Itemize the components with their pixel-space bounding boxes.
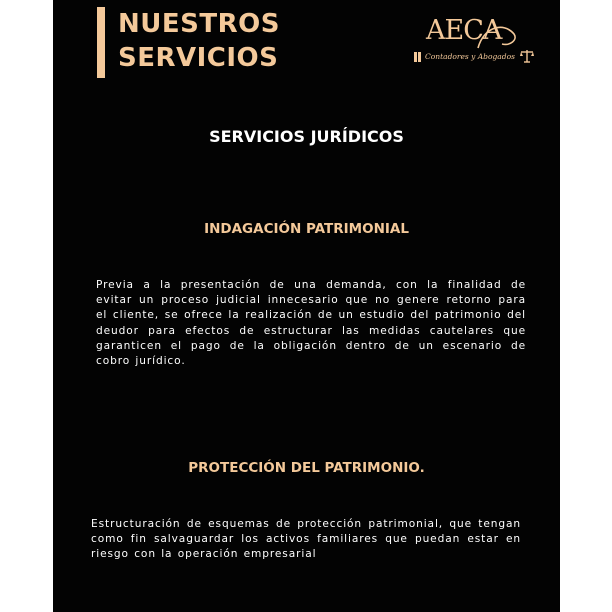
page-title	[118, 7, 318, 75]
logo-subtitle: Contadores y Abogados	[425, 52, 515, 61]
book-icon	[413, 51, 423, 63]
company-logo	[412, 14, 532, 74]
page-title-line-1: NUESTROS	[118, 9, 280, 39]
header-accent-bar	[97, 7, 105, 78]
service-title: PROTECCIÓN DEL PATRIMONIO.	[188, 460, 425, 476]
page-title-line-2: SERVICIOS	[118, 43, 279, 73]
logo-mark: AECA	[426, 15, 502, 46]
scales-of-justice-icon	[520, 49, 534, 63]
service-description: Previa a la presentación de una demanda, con la finalidad de evitar un proceso judicial innecesario que no genere retorno para el cliente, se ofrece la realización de un estudio del patrimonio del deudor para efectos de estructurar las medidas cautelares que garanticen el pago de la obligación dentro de un escenario de cobro jurídico.	[96, 279, 526, 368]
section-title: SERVICIOS JURÍDICOS	[209, 127, 404, 146]
logo-swoosh-icon	[474, 22, 518, 52]
service-title: INDAGACIÓN PATRIMONIAL	[204, 221, 409, 237]
service-description: Estructuración de esquemas de protección patrimonial, que tengan como fin salvaguardar los activos familiares que puedan estar en riesgo con la operación empresarial	[91, 518, 521, 561]
